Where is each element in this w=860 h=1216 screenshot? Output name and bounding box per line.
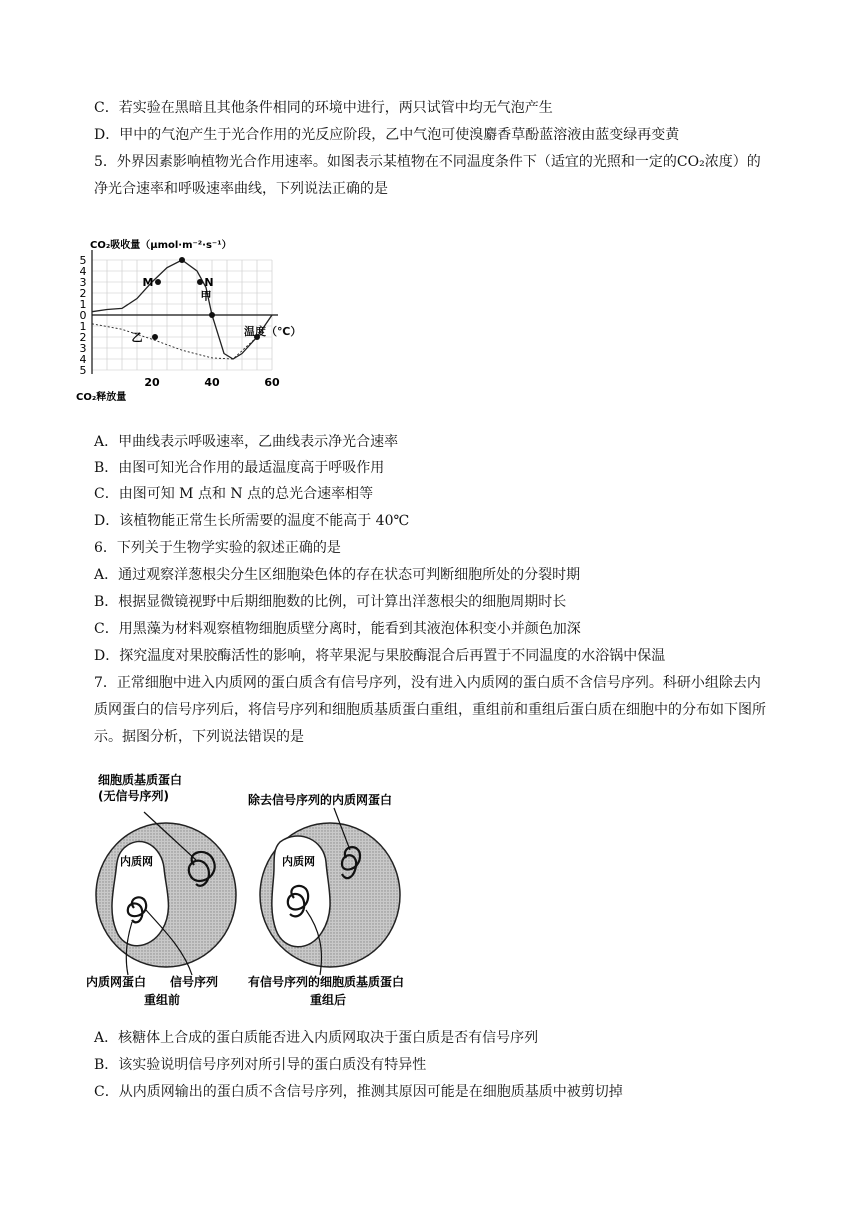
q5-chart-svg — [76, 212, 302, 422]
y-tick-label: 3 — [79, 342, 87, 355]
label-cytoplasmic-protein: 细胞质基质蛋白 — [98, 773, 183, 787]
label-er-protein-removed-signal: 除去信号序列的内质网蛋白 — [248, 793, 393, 807]
y-tick-label: 0 — [79, 309, 87, 322]
data-point — [155, 279, 161, 285]
q6-stem: 6．下列关于生物学实验的叙述正确的是 — [94, 540, 341, 556]
q5-option-c: C．由图可知 M 点和 N 点的总光合速率相等 — [94, 486, 374, 502]
y-tick-label: 1 — [79, 298, 87, 311]
label-cytoplasmic-protein-with-signal: 有信号序列的细胞质基质蛋白 — [248, 975, 405, 989]
q6-option-d: D．探究温度对果胶酶活性的影响，将苹果泥与果胶酶混合后再置于不同温度的水浴锅中保温 — [94, 648, 666, 664]
q7-stem-line1: 7．正常细胞中进入内质网的蛋白质含有信号序列，没有进入内质网的蛋白质不含信号序列。科研小组除去内 — [94, 675, 761, 691]
y-tick-label: 1 — [79, 320, 87, 333]
y-tick-label: 4 — [79, 265, 87, 278]
x-tick-label: 40 — [204, 376, 220, 389]
label-no-signal: (无信号序列) — [98, 789, 169, 803]
q5-stem-line2: 净光合速率和呼吸速率曲线，下列说法正确的是 — [94, 181, 388, 197]
x-tick-label: 20 — [144, 376, 160, 389]
er-after — [272, 836, 330, 947]
q7-option-a: A．核糖体上合成的蛋白质能否进入内质网取决于蛋白质是否有信号序列 — [94, 1030, 539, 1046]
q7-stem-line2: 质网蛋白的信号序列后，将信号序列和细胞质基质蛋白重组，重组前和重组后蛋白质在细胞中的分布如下图所 — [94, 702, 766, 718]
y-tick-label: 5 — [79, 254, 87, 267]
q6-option-b: B．根据显微镜视野中后期细胞数的比例，可计算出洋葱根尖的细胞周期时长 — [94, 594, 567, 610]
series-label: 甲 — [200, 289, 212, 303]
caption-before: 重组前 — [144, 993, 181, 1007]
q5-option-d: D．该植物能正常生长所需要的温度不能高于 40℃ — [94, 513, 410, 529]
q6-option-c: C．用黑藻为材料观察植物细胞质壁分离时，能看到其液泡体积变小并颜色加深 — [94, 621, 581, 637]
q5-stem-line1: 5．外界因素影响植物光合作用速率。如图表示某植物在不同温度条件下（适宜的光照和一定的CO₂浓度）的 — [94, 154, 761, 170]
point-label: M — [142, 276, 154, 289]
y-tick-label: 3 — [79, 276, 87, 289]
series-label: 乙 — [131, 331, 143, 344]
q4-option-c: C．若实验在黑暗且其他条件相同的环境中进行，两只试管中均无气泡产生 — [94, 100, 553, 116]
y-tick-label: 5 — [79, 364, 87, 377]
q7-option-c: C．从内质网输出的蛋白质不含信号序列，推测其原因可能是在细胞质基质中被剪切掉 — [94, 1084, 623, 1100]
caption-after: 重组后 — [310, 993, 347, 1007]
q7-figure — [84, 770, 444, 1015]
y-tick-label: 2 — [79, 331, 87, 344]
y-axis-title: CO₂吸收量（μmol·m⁻²·s⁻¹） — [90, 240, 232, 251]
data-point — [179, 257, 185, 263]
q4-option-d: D．甲中的气泡产生于光合作用的光反应阶段，乙中气泡可使溴麝香草酚蓝溶液由蓝变绿再变黄 — [94, 127, 680, 143]
x-tick-label: 60 — [264, 376, 280, 389]
y-tick-label: 4 — [79, 353, 87, 366]
label-signal-sequence: 信号序列 — [170, 975, 219, 989]
q6-option-a: A．通过观察洋葱根尖分生区细胞染色体的存在状态可判断细胞所处的分裂时期 — [94, 567, 581, 583]
cell-before — [86, 772, 236, 1007]
chart-axes — [92, 250, 278, 374]
data-point — [209, 312, 215, 318]
cell-after — [248, 792, 404, 1007]
data-point — [152, 334, 158, 340]
q5-option-a: A．甲曲线表示呼吸速率，乙曲线表示净光合速率 — [94, 434, 399, 450]
label-er-after: 内质网 — [282, 855, 315, 868]
q5-option-b: B．由图可知光合作用的最适温度高于呼吸作用 — [94, 460, 385, 476]
y-tick-label: 2 — [79, 287, 87, 300]
point-label: N — [204, 276, 214, 289]
q7-option-b: B．该实验说明信号序列对所引导的蛋白质没有特异性 — [94, 1057, 427, 1073]
data-point — [197, 279, 203, 285]
y-axis-bottom-title: CO₂释放量 — [76, 392, 127, 403]
label-er-before: 内质网 — [120, 855, 153, 868]
q7-stem-line3: 示。据图分析，下列说法错误的是 — [94, 729, 304, 745]
x-axis-title: 温度（℃） — [244, 325, 302, 338]
q7-figure-svg — [84, 770, 444, 1015]
q5-chart — [76, 212, 302, 422]
label-er-protein: 内质网蛋白 — [86, 975, 147, 989]
